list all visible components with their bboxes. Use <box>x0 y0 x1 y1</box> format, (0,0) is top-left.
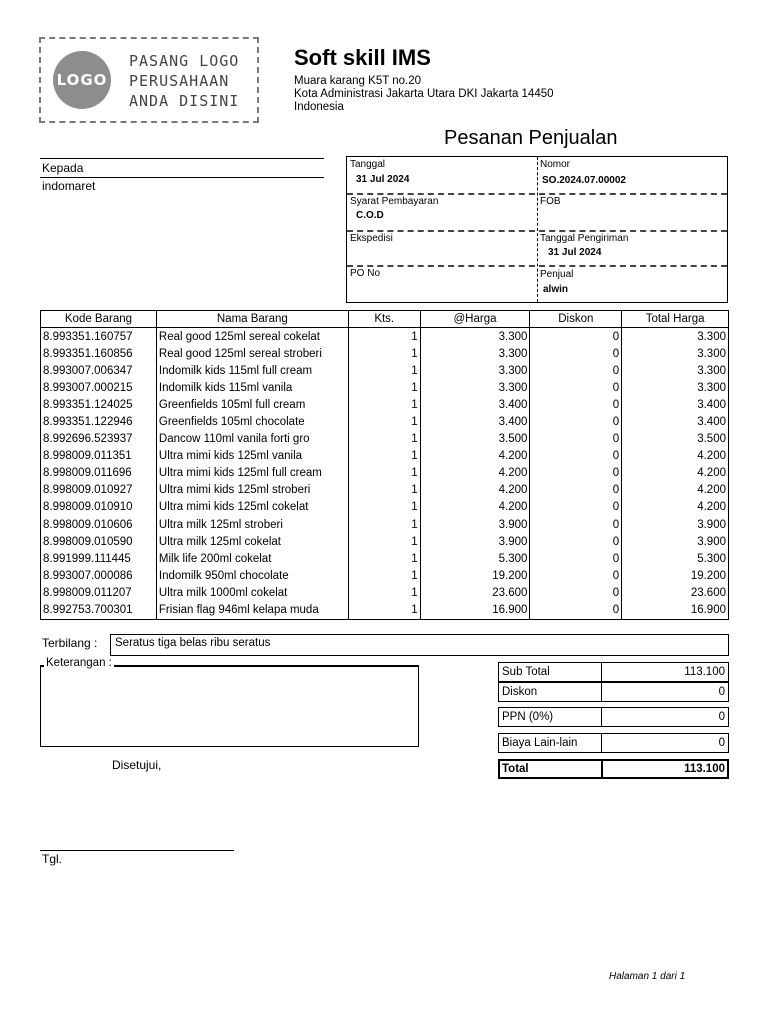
col-nama-barang-cell: Ultra milk 1000ml cokelat <box>156 584 348 601</box>
col-harga-cell: 4.200 <box>420 499 530 516</box>
col-nama-barang-cell: Dancow 110ml vanila forti gro <box>156 431 348 448</box>
logo-placeholder <box>39 37 259 123</box>
col-total-harga-cell: 3.900 <box>622 516 729 533</box>
col-kode-barang-cell: 8.993007.006347 <box>41 362 157 379</box>
table-header-row <box>41 311 729 328</box>
divider <box>601 683 602 701</box>
logo-placeholder-text: PASANG LOGO PERUSAHAAN ANDA DISINI <box>129 52 240 110</box>
col-total-harga-cell: 4.200 <box>622 482 729 499</box>
col-kode-barang-cell: 8.992753.700301 <box>41 602 157 620</box>
col-kts-cell: 1 <box>348 328 420 346</box>
table-row <box>41 431 729 448</box>
col-kts-cell: 1 <box>348 550 420 567</box>
col-kode-barang-cell: 8.992696.523937 <box>41 431 157 448</box>
col-kts-cell: 1 <box>348 533 420 550</box>
col-nama-barang-cell: Real good 125ml sereal cokelat <box>156 328 348 346</box>
fob-label: FOB <box>540 196 561 207</box>
table-row <box>41 516 729 533</box>
biaya-lain-value: 0 <box>718 737 725 749</box>
biaya-lain-label: Biaya Lain-lain <box>502 737 578 749</box>
col-harga-cell: 4.200 <box>420 465 530 482</box>
col-harga-cell: 3.300 <box>420 328 530 346</box>
col-kode-barang-cell: 8.991999.111445 <box>41 550 157 567</box>
table-row <box>41 362 729 379</box>
col-diskon-cell: 0 <box>530 379 622 396</box>
col-total-harga-cell: 16.900 <box>622 602 729 620</box>
tgl-label: Tgl. <box>42 852 63 866</box>
col-nama-barang-cell: Ultra mimi kids 125ml stroberi <box>156 482 348 499</box>
po-label: PO No <box>350 268 381 279</box>
col-diskon-cell: 0 <box>530 584 622 601</box>
kepada-label: Kepada <box>42 161 84 175</box>
col-kode-barang-header: Kode Barang <box>41 311 157 328</box>
col-kode-barang-cell: 8.998009.010927 <box>41 482 157 499</box>
divider <box>40 158 324 159</box>
col-total-harga-cell: 3.300 <box>622 345 729 362</box>
col-diskon-cell: 0 <box>530 533 622 550</box>
terbilang-value: Seratus tiga belas ribu seratus <box>110 634 729 656</box>
col-total-harga-cell: 4.200 <box>622 448 729 465</box>
table-row <box>41 328 729 346</box>
col-total-harga-cell: 3.400 <box>622 413 729 430</box>
col-harga-cell: 3.500 <box>420 431 530 448</box>
syarat-label: Syarat Pembayaran <box>350 196 439 207</box>
nomor-value: SO.2024.07.00002 <box>542 175 626 186</box>
col-diskon-cell: 0 <box>530 328 622 346</box>
ppn-label: PPN (0%) <box>502 711 554 723</box>
col-diskon-cell: 0 <box>530 448 622 465</box>
col-kts-cell: 1 <box>348 499 420 516</box>
total-row <box>498 759 729 779</box>
col-harga-cell: 5.300 <box>420 550 530 567</box>
col-total-harga-cell: 3.300 <box>622 379 729 396</box>
page-number: Halaman 1 dari 1 <box>609 971 686 982</box>
col-total-harga-cell: 3.300 <box>622 362 729 379</box>
table-row <box>41 584 729 601</box>
table-row <box>41 413 729 430</box>
diskon-row <box>498 682 729 702</box>
divider <box>40 177 324 178</box>
disetujui-label: Disetujui, <box>112 758 162 772</box>
col-harga-cell: 3.900 <box>420 533 530 550</box>
col-harga-cell: 16.900 <box>420 602 530 620</box>
col-kts-cell: 1 <box>348 584 420 601</box>
subtotal-label: Sub Total <box>502 666 550 678</box>
subtotal-value: 113.100 <box>684 666 725 678</box>
keterangan-box <box>40 665 419 747</box>
col-total-harga-cell: 3.500 <box>622 431 729 448</box>
col-kode-barang-cell: 8.998009.011696 <box>41 465 157 482</box>
col-kode-barang-cell: 8.998009.010590 <box>41 533 157 550</box>
divider <box>601 663 602 681</box>
col-kode-barang-cell: 8.998009.011351 <box>41 448 157 465</box>
col-diskon-cell: 0 <box>530 396 622 413</box>
divider <box>347 193 727 195</box>
col-diskon-cell: 0 <box>530 362 622 379</box>
col-nama-barang-cell: Real good 125ml sereal stroberi <box>156 345 348 362</box>
ppn-value: 0 <box>718 711 725 723</box>
col-diskon-header: Diskon <box>530 311 622 328</box>
col-kts-cell: 1 <box>348 516 420 533</box>
col-nama-barang-cell: Ultra mimi kids 125ml cokelat <box>156 499 348 516</box>
total-label: Total <box>502 763 529 775</box>
subtotal-row <box>498 662 729 682</box>
col-kode-barang-cell: 8.993351.124025 <box>41 396 157 413</box>
customer-name: indomaret <box>42 179 96 193</box>
col-kts-cell: 1 <box>348 396 420 413</box>
table-row <box>41 465 729 482</box>
divider <box>347 265 727 267</box>
diskon-value: 0 <box>718 686 725 698</box>
col-kts-cell: 1 <box>348 567 420 584</box>
col-kode-barang-cell: 8.993007.000086 <box>41 567 157 584</box>
ppn-row <box>498 707 729 727</box>
col-harga-cell: 3.900 <box>420 516 530 533</box>
tanggal-value: 31 Jul 2024 <box>356 174 410 185</box>
table-row <box>41 602 729 620</box>
col-total-harga-cell: 3.400 <box>622 396 729 413</box>
table-row <box>41 345 729 362</box>
col-nama-barang-cell: Indomilk 950ml chocolate <box>156 567 348 584</box>
divider <box>601 761 603 777</box>
document-title: Pesanan Penjualan <box>444 127 618 149</box>
table-row <box>41 499 729 516</box>
col-total-harga-cell: 3.900 <box>622 533 729 550</box>
col-total-harga-cell: 23.600 <box>622 584 729 601</box>
items-table <box>40 310 729 620</box>
col-harga-cell: 3.300 <box>420 362 530 379</box>
order-info-grid <box>346 156 728 303</box>
col-kode-barang-cell: 8.998009.010910 <box>41 499 157 516</box>
syarat-value: C.O.D <box>356 210 384 221</box>
company-name: Soft skill IMS <box>294 45 431 70</box>
col-nama-barang-cell: Indomilk kids 115ml vanila <box>156 379 348 396</box>
logo-circle: LOGO <box>53 51 111 109</box>
col-harga-cell: 23.600 <box>420 584 530 601</box>
col-harga-cell: 4.200 <box>420 482 530 499</box>
col-harga-cell: 4.200 <box>420 448 530 465</box>
table-row <box>41 379 729 396</box>
col-kts-cell: 1 <box>348 431 420 448</box>
col-nama-barang-cell: Frisian flag 946ml kelapa muda <box>156 602 348 620</box>
keterangan-label: Keterangan : <box>46 657 112 669</box>
col-diskon-cell: 0 <box>530 465 622 482</box>
table-row <box>41 567 729 584</box>
col-kts-cell: 1 <box>348 345 420 362</box>
col-nama-barang-cell: Milk life 200ml cokelat <box>156 550 348 567</box>
col-nama-barang-cell: Indomilk kids 115ml full cream <box>156 362 348 379</box>
table-row <box>41 533 729 550</box>
biaya-lain-row <box>498 733 729 753</box>
col-kode-barang-cell: 8.998009.010606 <box>41 516 157 533</box>
col-kode-barang-cell: 8.998009.011207 <box>41 584 157 601</box>
col-diskon-cell: 0 <box>530 550 622 567</box>
company-address-line1: Muara karang K5T no.20 <box>294 75 422 87</box>
col-diskon-cell: 0 <box>530 431 622 448</box>
divider <box>601 708 602 726</box>
tanggal-pengiriman-label: Tanggal Pengiriman <box>540 233 629 244</box>
divider <box>347 230 727 232</box>
col-kts-cell: 1 <box>348 602 420 620</box>
col-kode-barang-cell: 8.993351.160757 <box>41 328 157 346</box>
tanggal-pengiriman-value: 31 Jul 2024 <box>548 247 602 258</box>
diskon-label: Diskon <box>502 686 538 698</box>
col-kode-barang-cell: 8.993351.160856 <box>41 345 157 362</box>
company-address-line3: Indonesia <box>294 101 344 113</box>
col-nama-barang-header: Nama Barang <box>156 311 348 328</box>
signature-line <box>40 850 234 851</box>
total-value: 113.100 <box>684 763 725 775</box>
col-nama-barang-cell: Greenfields 105ml full cream <box>156 396 348 413</box>
col-harga-cell: 3.400 <box>420 396 530 413</box>
ekspedisi-label: Ekspedisi <box>350 233 393 244</box>
col-nama-barang-cell: Ultra mimi kids 125ml full cream <box>156 465 348 482</box>
col-harga-cell: 3.300 <box>420 379 530 396</box>
col-kts-cell: 1 <box>348 413 420 430</box>
table-row <box>41 482 729 499</box>
col-diskon-cell: 0 <box>530 345 622 362</box>
nomor-label: Nomor <box>540 159 571 170</box>
col-diskon-cell: 0 <box>530 602 622 620</box>
company-address-line2: Kota Administrasi Jakarta Utara DKI Jakarta 14450 <box>294 88 554 100</box>
terbilang-label: Terbilang : <box>42 636 98 650</box>
col-kts-cell: 1 <box>348 379 420 396</box>
items-table-body <box>41 328 729 620</box>
col-diskon-cell: 0 <box>530 516 622 533</box>
col-harga-cell: 3.300 <box>420 345 530 362</box>
col-kts-cell: 1 <box>348 482 420 499</box>
col-harga-header: @Harga <box>420 311 530 328</box>
col-nama-barang-cell: Greenfields 105ml chocolate <box>156 413 348 430</box>
col-diskon-cell: 0 <box>530 413 622 430</box>
penjual-label: Penjual <box>540 269 574 280</box>
col-diskon-cell: 0 <box>530 499 622 516</box>
col-diskon-cell: 0 <box>530 567 622 584</box>
col-kode-barang-cell: 8.993351.122946 <box>41 413 157 430</box>
divider <box>601 734 602 752</box>
col-kode-barang-cell: 8.993007.000215 <box>41 379 157 396</box>
col-kts-cell: 1 <box>348 465 420 482</box>
col-total-harga-cell: 19.200 <box>622 567 729 584</box>
col-total-harga-cell: 5.300 <box>622 550 729 567</box>
col-harga-cell: 19.200 <box>420 567 530 584</box>
col-nama-barang-cell: Ultra mimi kids 125ml vanila <box>156 448 348 465</box>
table-row <box>41 448 729 465</box>
col-total-harga-cell: 3.300 <box>622 328 729 346</box>
col-kts-cell: 1 <box>348 448 420 465</box>
col-diskon-cell: 0 <box>530 482 622 499</box>
col-nama-barang-cell: Ultra milk 125ml stroberi <box>156 516 348 533</box>
col-total-harga-header: Total Harga <box>622 311 729 328</box>
col-kts-cell: 1 <box>348 362 420 379</box>
penjual-value: alwin <box>543 284 569 295</box>
col-kts-header: Kts. <box>348 311 420 328</box>
col-nama-barang-cell: Ultra milk 125ml cokelat <box>156 533 348 550</box>
col-harga-cell: 3.400 <box>420 413 530 430</box>
col-total-harga-cell: 4.200 <box>622 465 729 482</box>
table-row <box>41 396 729 413</box>
col-total-harga-cell: 4.200 <box>622 499 729 516</box>
table-row <box>41 550 729 567</box>
tanggal-label: Tanggal <box>350 159 386 170</box>
